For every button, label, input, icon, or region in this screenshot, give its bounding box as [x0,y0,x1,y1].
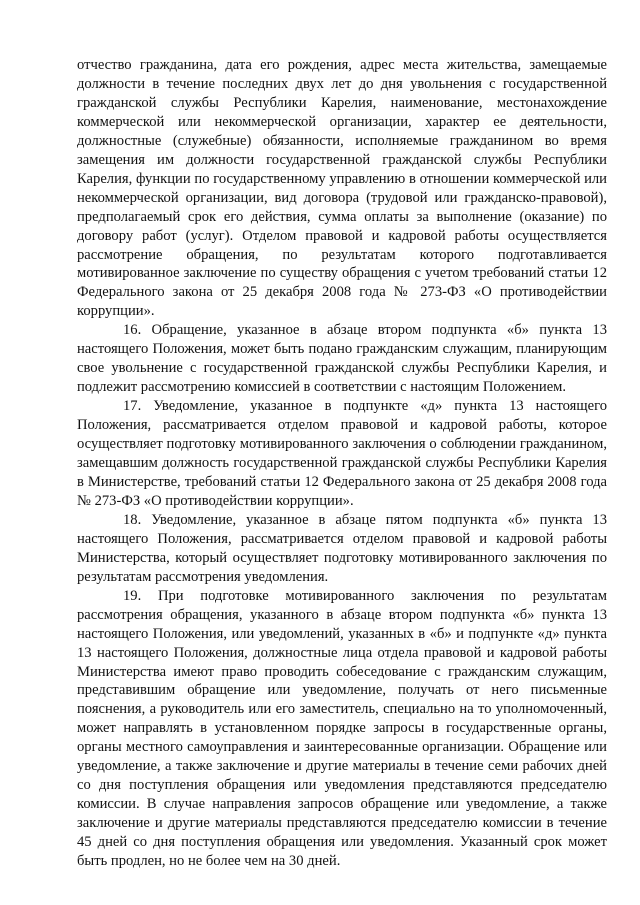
paragraph-18: 18. Уведомление, указанное в абзаце пятом подпункта «б» пункта 13 настоящего Положения, рассматривается отделом правовой и кадровой работы Министерства, который осуществляет подготовку мотивированного заключения по результатам рассмотрения уведомления. [77,511,607,585]
paragraph-17: 17. Уведомление, указанное в подпункте «д» пункта 13 настоящего Положения, рассматривается отделом правовой и кадровой работы, которое осуществляет подготовку мотивированного заключения о соблюдении гражданином, замещавшим должность государственной гражданской службы Республики Карелия в Министерстве, требований статьи 12 Федерального закона от 25 декабря 2008 года № 273-ФЗ «О противодействии коррупции». [77,398,607,509]
paragraph-16: 16. Обращение, указанное в абзаце втором подпункта «б» пункта 13 настоящего Положения, может быть подано гражданским служащим, планирующим свое увольнение с государственной гражданской службы Республики Карелия, и подлежит рассмотрению комиссией в соответствии с настоящим Положением. [77,322,607,396]
document-body [77,56,607,871]
paragraph-continuation: отчество гражданина, дата его рождения, адрес места жительства, замещаемые должности в течение последних двух лет до дня увольнения с государственной гражданской службы Республики Карелия, наименование, местонахождение коммерческой или некоммерческой организации, характер ее деятельности, должностные (служебные) обязанности, исполняемые гражданином во время замещения им должности государственной гражданской службы Республики Карелия, функции по государственному управлению в отношении коммерческой или некоммерческой организации, вид договора (трудовой или гражданско-правовой), предполагаемый срок его действия, сумма оплаты за выполнение (оказание) по договору работ (услуг). Отделом правовой и кадровой работы осуществляется рассмотрение обращения, по результатам которого подготавливается мотивированное заключение по существу обращения с учетом требований статьи 12 Федерального закона от 25 декабря 2008 года № 273-ФЗ «О противодействии коррупции». [77,57,607,320]
paragraph-19: 19. При подготовке мотивированного заключения по результатам рассмотрения обращения, указанного в абзаце втором подпункта «б» пункта 13 настоящего Положения, или уведомлений, указанных в «б» и подпункте «д» пункта 13 настоящего Положения, должностные лица отдела правовой и кадровой работы Министерства имеют право проводить собеседование с гражданским служащим, представившим обращение или уведомление, получать от него письменные пояснения, а руководитель или его заместитель, специально на то уполномоченный, может направлять в установленном порядке запросы в государственные органы, органы местного самоуправления и заинтересованные организации. Обращение или уведомление, а также заключение и другие материалы в течение семи рабочих дней со дня поступления обращения или уведомления представляются председателю комиссии. В случае направления запросов обращение или уведомление, а также заключение и другие материалы представляются председателю комиссии в течение 45 дней со дня поступления обращения или уведомления. Указанный срок может быть продлен, но не более чем на 30 дней. [77,587,607,870]
